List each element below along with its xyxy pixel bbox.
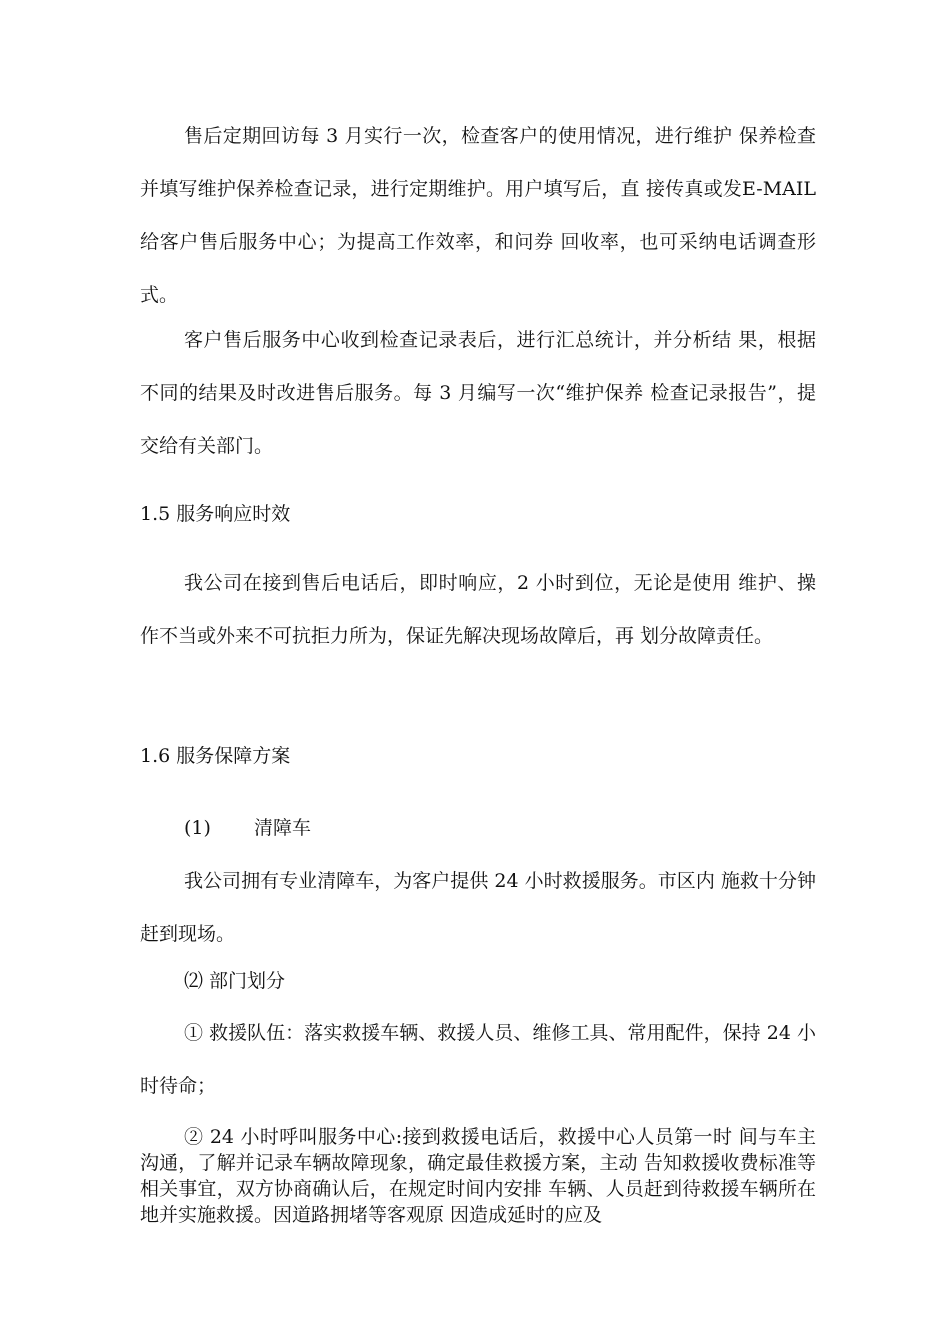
paragraph-regular-visit: 售后定期回访每 3 月实行一次，检查客户的使用情况，进行维护 保养检查并填写维护保养检查记录，进行定期维护。用户填写后，直 接传真或发E-MAIL给客户售后服务中心；为提高工作效率，和问券 回收率，也可采纳电话调查形式。	[140, 125, 816, 306]
list-item-number: (1)	[184, 817, 211, 839]
paragraph-call-center: ② 24 小时呼叫服务中心:接到救援电话后，救援中心人员第一时 间与车主沟通，了解并记录车辆故障现象，确定最佳救援方案，主动 告知救援收费标准等相关事宜，双方协商确认后，在规定时间内安排 车辆、人员赶到待救援车辆所在地并实施救援。因道路拥堵等客观原 因造成延时的应及	[140, 1126, 816, 1226]
section-heading-1-6: 1.6 服务保障方案	[140, 745, 291, 767]
section-heading-1-5: 1.5 服务响应时效	[140, 503, 291, 525]
list-item-tow-truck	[184, 802, 311, 855]
paragraph-tow-truck: 我公司拥有专业清障车，为客户提供 24 小时救援服务。市区内 施救十分钟赶到现场。	[140, 870, 816, 945]
list-item-title: 清障车	[254, 817, 312, 839]
paragraph-record-report: 客户售后服务中心收到检查记录表后，进行汇总统计，并分析结 果，根据不同的结果及时改进售后服务。每 3 月编写一次“维护保养 检查记录报告”，提交给有关部门。	[140, 329, 816, 457]
paragraph-rescue-team: ① 救援队伍：落实救援车辆、救援人员、维修工具、常用配件，保持 24 小时待命；	[140, 1022, 816, 1097]
list-item-department: ⑵ 部门划分	[184, 970, 286, 992]
paragraph-response-time: 我公司在接到售后电话后，即时响应，2 小时到位，无论是使用 维护、操作不当或外来不可抗拒力所为，保证先解决现场故障后，再 划分故障责任。	[140, 572, 816, 647]
